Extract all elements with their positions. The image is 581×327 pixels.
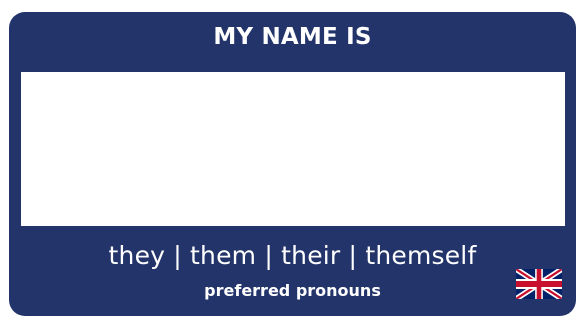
name-badge <box>9 12 576 316</box>
uk-flag-icon <box>516 269 562 299</box>
pronouns-caption: preferred pronouns <box>204 281 381 300</box>
name-field <box>21 72 565 226</box>
pronouns-text: they | them | their | themself <box>108 241 477 270</box>
badge-heading: MY NAME IS <box>213 24 372 50</box>
